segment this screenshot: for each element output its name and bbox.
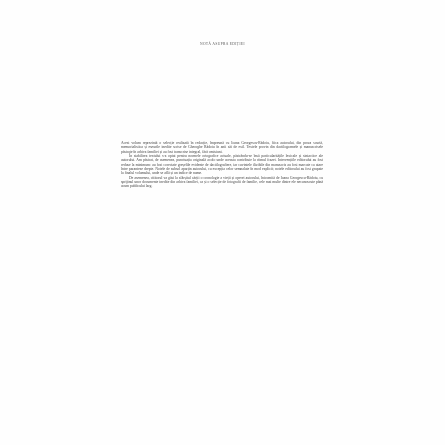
note-paragraph-2: În stabilirea textului s-a optat pentru normele ortografice actuale, păstrându-se însă particularitățile lexicale și sintactice ale autorului. Am păstrat, de asemenea, punctuația originală acolo unde aceasta contribuie la ritmul frazei. Intervențiile editorului au fost reduse la minimum: au fost corectate greșelile evidente de dactilografiere, iar cuvintele ilizibile din manuscris au fost marcate ca atare între paranteze drepte. Notele de subsol aparțin autorului, cu excepția celor semnalate în mod explicit; notele editorului au fost grupate la finalul volumului, unde se află și un indice de nume. — [121, 154, 323, 176]
note-paragraph-3: De asemenea, cititorul va găsi la sfârșitul cărții o cronologie a vieții și operei autorului, întocmită de Ioana Georgescu-Rădoiu, cu sprijinul unor documente inedite din arhiva familiei, ca și o selecție de fotografii de familie, cele mai multe dintre ele necunoscute până acum publicului larg. — [121, 175, 323, 189]
editorial-note-body — [121, 141, 323, 189]
note-paragraph-1: Acest volum reprezintă o selecție realizată în redacție, împreună cu Ioana Georgescu-Rădoiu, fiica autorului, din proza scurtă, memorialistica și eseurile inedite scrise de Gheorghe Rădoiu în anii săi de exil. Textele provin din dactilogramele și manuscrisele păstrate în arhiva familiei și au fost transcrise integral, fără omisiuni. — [121, 141, 323, 154]
running-head: NOTĂ ASUPRA EDIȚIEI — [200, 42, 245, 46]
